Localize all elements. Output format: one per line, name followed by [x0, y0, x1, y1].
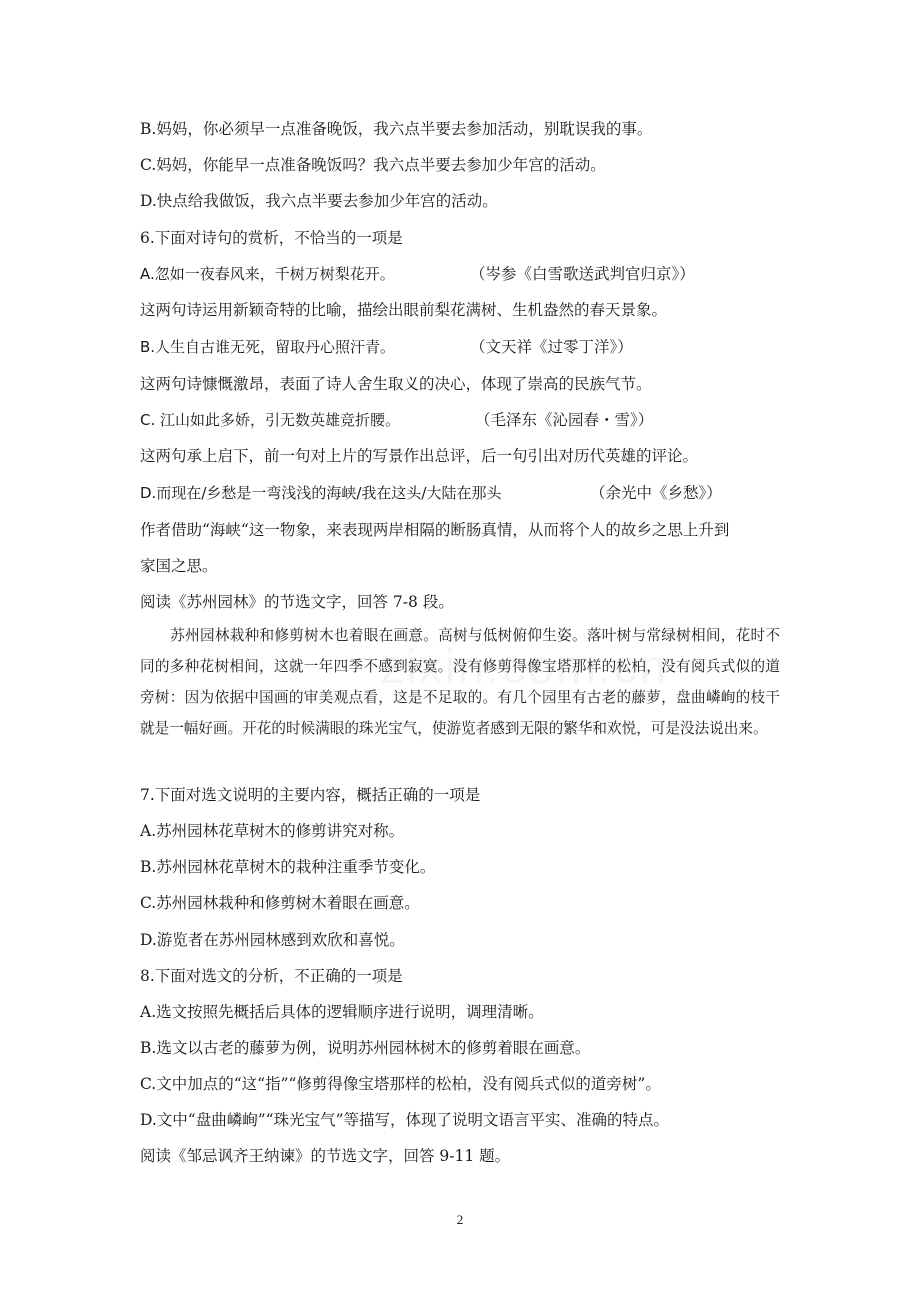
q6-option-d: D.而现在/乡愁是一弯浅浅的海峡/我在这头/大陆在那头 — [140, 484, 502, 502]
q6-option-b: B.人生自古谁无死，留取丹心照汗青。 — [140, 338, 396, 356]
q6-option-a-note: 这两句诗运用新颖奇特的比喻，描绘出眼前梨花满树、生机盎然的春天景象。 — [140, 301, 668, 319]
q6-option-d-source: （余光中《乡愁》） — [590, 484, 722, 502]
passage-text: 苏州园林栽种和修剪树木也着眼在画意。高树与低树俯仰生姿。落叶树与常绿树相间，花时不同的多种花树相间，这就一年四季不感到寂寞。没有修剪得像宝塔那样的松柏，没有阅兵式似的道旁树：因为依据中国画的审美观点看，这是不足取的。有几个园里有古老的藤萝，盘曲嶙峋的枝干就是一幅好画。开花的时候满眼的珠光宝气，使游览者感到无限的繁华和欢悦，可是没法说出来。 — [140, 627, 780, 737]
q6-option-c: C. 江山如此多娇，引无数英雄竞折腰。 — [140, 411, 401, 429]
q8-option-d: D.文中“盘曲嶙峋”“珠光宝气”等描写，体现了说明文语言平实、准确的特点。 — [140, 1111, 670, 1129]
q8-option-a: A.选文按照先概括后具体的逻辑顺序进行说明，调理清晰。 — [140, 1003, 544, 1021]
option-b-line: B.妈妈，你必须早一点准备晚饭，我六点半要去参加活动，别耽误我的事。 — [140, 120, 653, 138]
q6-option-c-note: 这两句承上启下，前一句对上片的写景作出总评，后一句引出对历代英雄的评论。 — [140, 447, 699, 465]
reading-prompt-7-8: 阅读《苏州园林》的节选文字，回答 7-8 段。 — [140, 593, 454, 611]
question-7: 7.下面对选文说明的主要内容，概括正确的一项是 — [140, 786, 481, 804]
q6-option-d-note-2: 家国之思。 — [140, 557, 218, 575]
reading-prompt-9-11: 阅读《邹忌讽齐王纳谏》的节选文字，回答 9-11 题。 — [140, 1147, 511, 1165]
option-c-line: C.妈妈，你能早一点准备晚饭吗？我六点半要去参加少年宫的活动。 — [140, 156, 606, 174]
q7-option-a: A.苏州园林花草树木的修剪讲究对称。 — [140, 822, 405, 840]
option-d-line: D.快点给我做饭，我六点半要去参加少年宫的活动。 — [140, 192, 498, 210]
q6-option-b-source: （文天祥《过零丁洋》） — [470, 338, 633, 356]
q8-option-b: B.选文以古老的藤萝为例，说明苏州园林树木的修剪着眼在画意。 — [140, 1039, 591, 1057]
q7-option-b: B.苏州园林花草树木的栽种注重季节变化。 — [140, 858, 436, 876]
passage-suzhou-gardens — [140, 620, 780, 744]
q6-option-a-source: （岑参《白雪歌送武判官归京》） — [470, 265, 695, 283]
question-8: 8.下面对选文的分析，不正确的一项是 — [140, 967, 403, 985]
q6-option-a: A.忽如一夜春风来，千树万树梨花开。 — [140, 265, 395, 283]
q7-option-c: C.苏州园林栽种和修剪树木着眼在画意。 — [140, 894, 420, 912]
q6-option-d-note-1: 作者借助“海峡“这一物象，来表现两岸相隔的断肠真情，从而将个人的故乡之思上升到 — [140, 521, 730, 539]
q7-option-d: D.游览者在苏州园林感到欢欣和喜悦。 — [140, 931, 405, 949]
question-6: 6.下面对诗句的赏析，不恰当的一项是 — [140, 229, 403, 247]
q6-option-b-note: 这两句诗慷慨激昂，表面了诗人舍生取义的决心，体现了崇高的民族气节。 — [140, 375, 652, 393]
q8-option-c: C.文中加点的“这“指”“修剪得像宝塔那样的松柏，没有阅兵式似的道旁树”。 — [140, 1075, 661, 1093]
q6-option-c-source: （毛泽东《沁园春・雪》） — [475, 411, 654, 429]
page-number: 2 — [456, 1212, 464, 1227]
